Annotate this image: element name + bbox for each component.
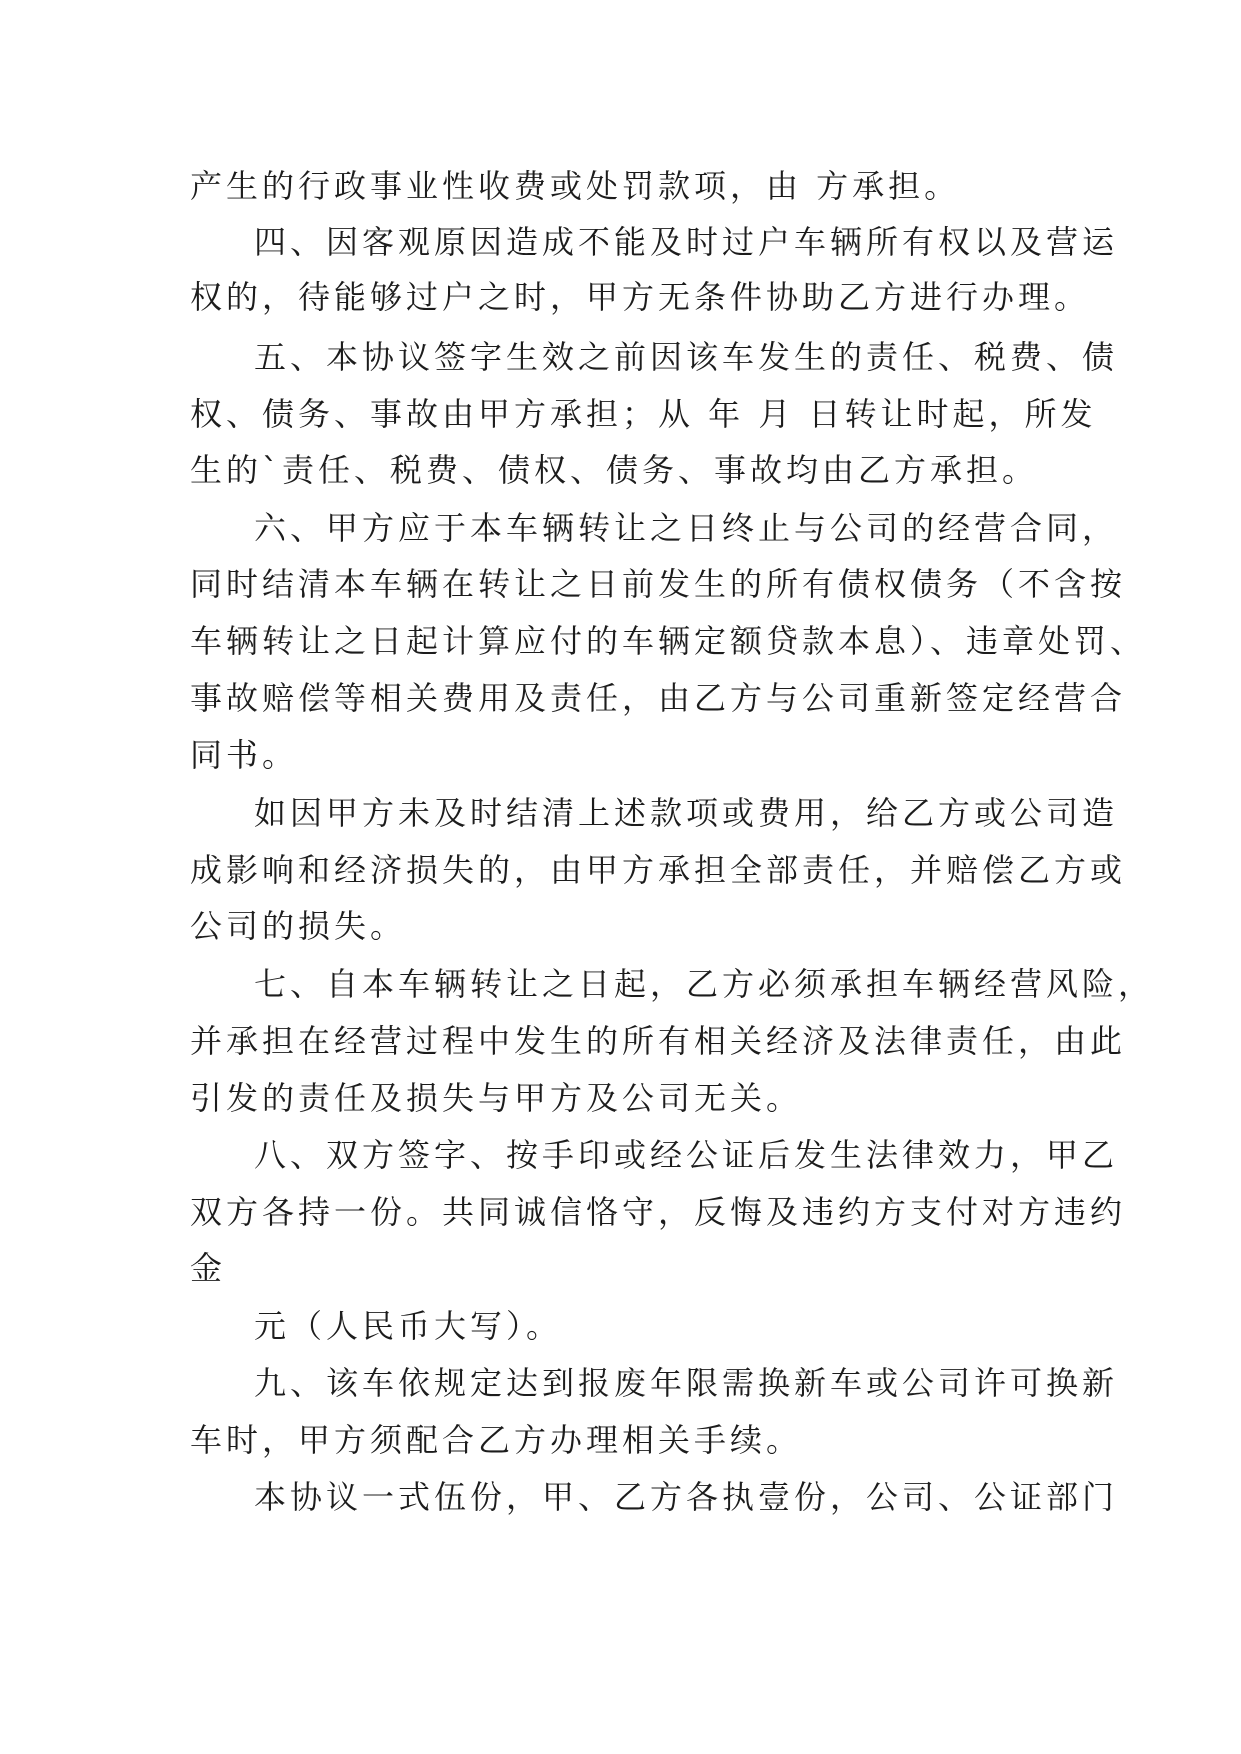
text-line: 如因甲方未及时结清上述款项或费用，给乙方或公司造 bbox=[254, 794, 1119, 832]
text-line: 九、该车依规定达到报废年限需换新车或公司许可换新 bbox=[254, 1364, 1119, 1402]
text-line: 同时结清本车辆在转让之日前发生的所有债权债务（不含按 bbox=[190, 565, 1127, 603]
text-line: 权的，待能够过户之时，甲方无条件协助乙方进行办理。 bbox=[190, 278, 1091, 316]
text-line: 权、债务、事故由甲方承担；从 年 月 日转让时起，所发 bbox=[190, 395, 1097, 433]
text-line: 同书。 bbox=[190, 736, 299, 774]
text-line: 元（人民币大写）。 bbox=[254, 1307, 563, 1345]
text-line: 生的`责任、税费、债权、债务、事故均由乙方承担。 bbox=[190, 451, 1039, 489]
text-line: 车时，甲方须配合乙方办理相关手续。 bbox=[190, 1421, 803, 1459]
text-line: 并承担在经营过程中发生的所有相关经济及法律责任，由此 bbox=[190, 1022, 1127, 1060]
text-line: 四、因客观原因造成不能及时过户车辆所有权以及营运 bbox=[254, 223, 1119, 261]
text-line: 双方各持一份。共同诚信恪守，反悔及违约方支付对方违约 bbox=[190, 1193, 1127, 1231]
text-line: 公司的损失。 bbox=[190, 907, 407, 945]
text-line: 产生的行政事业性收费或处罚款项，由 方承担。 bbox=[190, 167, 961, 205]
text-line: 五、本协议签字生效之前因该车发生的责任、税费、债 bbox=[254, 338, 1119, 376]
text-line: 成影响和经济损失的，由甲方承担全部责任，并赔偿乙方或 bbox=[190, 851, 1127, 889]
text-line: 七、自本车辆转让之日起，乙方必须承担车辆经营风险， bbox=[254, 965, 1155, 1003]
text-line: 事故赔偿等相关费用及责任，由乙方与公司重新签定经营合 bbox=[190, 679, 1127, 717]
text-line: 车辆转让之日起计算应付的车辆定额贷款本息）、违章处罚、 bbox=[190, 622, 1147, 660]
text-line: 引发的责任及损失与甲方及公司无关。 bbox=[190, 1079, 803, 1117]
text-line: 八、双方签字、按手印或经公证后发生法律效力，甲乙 bbox=[254, 1136, 1119, 1174]
text-line: 本协议一式伍份，甲、乙方各执壹份，公司、公证部门 bbox=[254, 1478, 1119, 1516]
text-line: 金 bbox=[190, 1249, 227, 1287]
text-line: 六、甲方应于本车辆转让之日终止与公司的经营合同， bbox=[254, 509, 1119, 547]
